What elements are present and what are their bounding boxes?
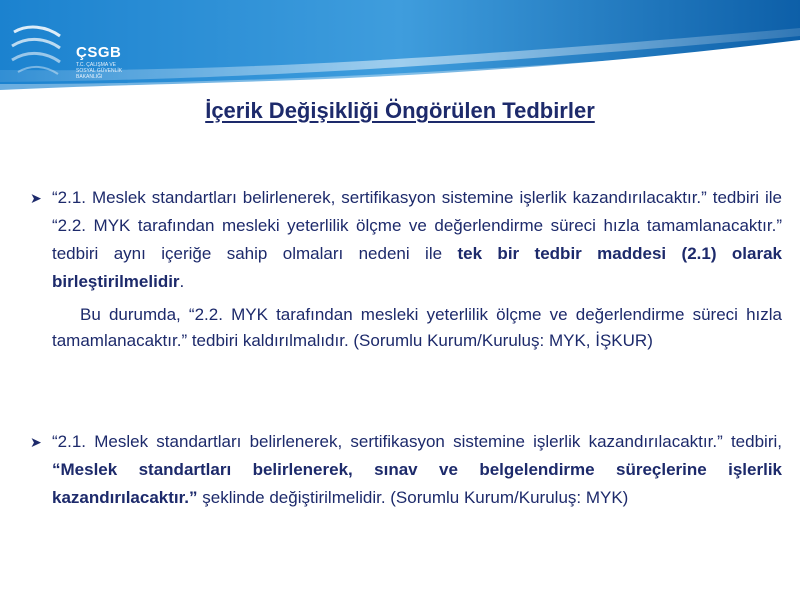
bullet-bold-text: tek bir tedbir maddesi (2.1) olarak birleştirilmelidir — [52, 244, 782, 291]
bullet-text: şeklinde değiştirilmelidir. (Sorumlu Kurum/Kuruluş: MYK) — [197, 488, 629, 507]
logo-text: ÇSGB — [76, 44, 122, 61]
logo-sub-line: T.C. ÇALIŞMA VE — [76, 62, 117, 68]
sub-paragraph: Bu durumda, “2.2. MYK tarafından mesleki yeterlilik ölçme ve değerlendirme süreci hızla tamamlanacaktır.” tedbiri kaldırılmalıdır. (Sorumlu Kurum/Kuruluş: MYK, İŞKUR) — [52, 305, 782, 350]
arrow-bullet-icon: ➤ — [30, 190, 42, 206]
logo-sub-line: BAKANLIĞI — [76, 74, 103, 80]
page-title: İçerik Değişikliği Öngörülen Tedbirler — [205, 98, 595, 123]
bullet-text: “2.1. Meslek standartları belirlenerek, sertifikasyon sistemine işlerlik kazandırılacaktır.” tedbiri ile “2.2. MYK tarafından mesleki yeterlilik ölçme ve değerlendirme süreci hızla tamamlanacaktır.” tedbiri aynı içeriğe sahip olmaları nedeni ile — [52, 188, 782, 263]
bullet-item — [30, 428, 782, 512]
logo-mark-icon — [6, 20, 66, 80]
bullet-paragraph — [52, 184, 782, 296]
bullet-bold-text: “Meslek standartları belirlenerek, sınav ve belgelendirme süreçlerine işlerlik kazandırılacaktır.” — [52, 460, 782, 507]
bullet-item — [30, 184, 782, 354]
bullet-text: . — [179, 272, 185, 291]
logo-subtitle — [76, 62, 146, 80]
logo-sub-line: SOSYAL GÜVENLİK — [76, 68, 123, 74]
bullet-paragraph — [52, 428, 782, 512]
ministry-logo — [6, 14, 146, 84]
arrow-bullet-icon: ➤ — [30, 434, 42, 450]
bullet-text: “2.1. Meslek standartları belirlenerek, sertifikasyon sistemine işlerlik kazandırılacaktır.” tedbiri, — [52, 432, 782, 451]
